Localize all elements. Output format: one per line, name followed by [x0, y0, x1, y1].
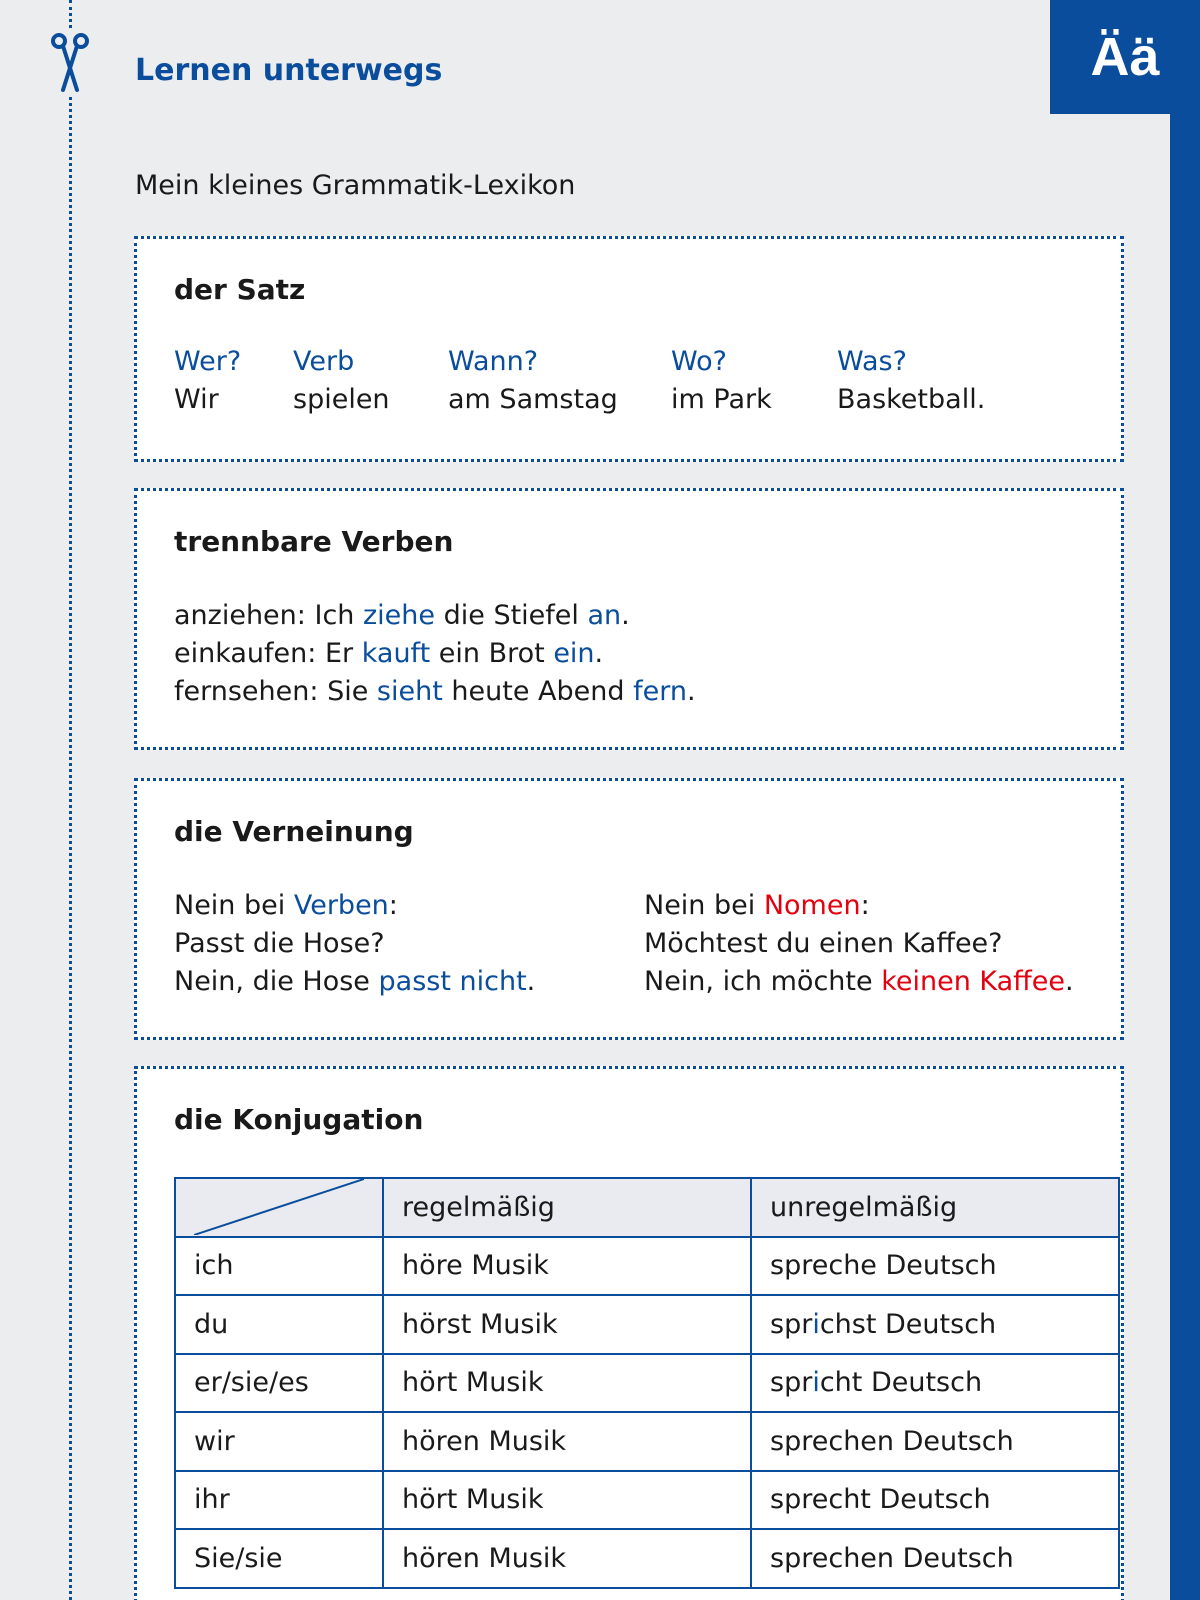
pronoun-cell: du — [175, 1295, 383, 1354]
text: cht Deutsch — [819, 1367, 983, 1399]
text: chen Deutsch — [828, 1425, 1014, 1457]
satz-column — [448, 343, 618, 419]
text: . — [526, 966, 536, 997]
text: : — [860, 890, 870, 921]
highlight: passt nicht — [378, 966, 527, 997]
object: die Stiefel — [443, 600, 579, 631]
page-subtitle: Mein kleines Grammatik-Lexikon — [135, 170, 576, 201]
subject: Er — [324, 638, 354, 669]
changed-vowel: i — [812, 1308, 820, 1340]
text: Nein, die Hose — [174, 966, 379, 997]
particle: fern — [633, 676, 687, 707]
highlight: Nomen — [763, 890, 861, 921]
satz-question: Was? — [837, 346, 907, 377]
satz-question: Wer? — [174, 346, 242, 377]
card-trennbare-verben — [134, 488, 1124, 750]
text: Nein, ich möchte — [644, 966, 882, 997]
card-verneinung — [134, 778, 1124, 1040]
satz-answer: Basketball. — [837, 384, 986, 415]
card-title: trennbare Verben — [174, 525, 454, 558]
verb-stem: kauft — [361, 638, 431, 669]
negation-question: Passt die Hose? — [174, 928, 385, 959]
negation-answer — [644, 963, 1074, 1001]
satz-answer: am Samstag — [448, 384, 618, 415]
table-header-row — [175, 1178, 1119, 1237]
text: chen Deutsch — [828, 1542, 1014, 1574]
text: cht Deutsch — [828, 1484, 991, 1516]
regular-cell: hörst Musik — [383, 1295, 751, 1354]
regular-cell: hören Musik — [383, 1529, 751, 1588]
example-line — [174, 635, 696, 673]
page-title: Lernen unterwegs — [135, 53, 443, 88]
satz-answer: spielen — [293, 384, 390, 415]
conjugation-table — [174, 1177, 1120, 1589]
pronoun-cell: ich — [175, 1237, 383, 1296]
irregular-cell — [751, 1529, 1119, 1588]
regular-cell: hört Musik — [383, 1471, 751, 1530]
vowel: e — [811, 1250, 829, 1282]
card-satz — [134, 236, 1124, 462]
table-row — [175, 1529, 1119, 1588]
negation-answer — [174, 963, 535, 1001]
text: Nein bei — [174, 890, 294, 921]
negation-nouns — [644, 887, 1074, 1001]
object: ein Brot — [438, 638, 545, 669]
irregular-cell — [751, 1237, 1119, 1296]
satz-question: Wann? — [448, 346, 539, 377]
punctuation: . — [686, 676, 696, 707]
table-row — [175, 1295, 1119, 1354]
text: spr — [770, 1250, 812, 1282]
satz-column — [837, 343, 985, 419]
punctuation: . — [594, 638, 604, 669]
card-title: der Satz — [174, 273, 306, 306]
negation-rule — [644, 887, 1074, 925]
example-list — [174, 597, 696, 711]
section-tab — [1050, 0, 1200, 114]
vowel: e — [811, 1425, 829, 1457]
column-header: regelmäßig — [383, 1178, 751, 1237]
text: che Deutsch — [828, 1250, 997, 1282]
example-line — [174, 673, 696, 711]
table-row — [175, 1412, 1119, 1471]
vowel: e — [811, 1542, 829, 1574]
particle: ein — [553, 638, 595, 669]
scissors-icon — [49, 30, 91, 96]
text: spr — [770, 1484, 812, 1516]
side-bar — [1170, 110, 1200, 1600]
highlight: keinen Kaffee — [881, 966, 1065, 997]
cut-line — [69, 0, 72, 1600]
pronoun-cell: er/sie/es — [175, 1354, 383, 1413]
regular-cell: hören Musik — [383, 1412, 751, 1471]
text: : — [388, 890, 398, 921]
table-row — [175, 1237, 1119, 1296]
irregular-cell — [751, 1295, 1119, 1354]
satz-question: Verb — [293, 346, 355, 377]
satz-answer: Wir — [174, 384, 219, 415]
card-title: die Verneinung — [174, 815, 414, 848]
verb-stem: ziehe — [363, 600, 436, 631]
negation-verbs — [174, 887, 535, 1001]
negation-question: Möchtest du einen Kaffee? — [644, 928, 1003, 959]
regular-cell: hört Musik — [383, 1354, 751, 1413]
verb-stem: sieht — [376, 676, 443, 707]
section-tab-label: Ää — [1090, 27, 1160, 87]
irregular-cell — [751, 1354, 1119, 1413]
satz-column — [293, 343, 390, 419]
text: Nein bei — [644, 890, 764, 921]
negation-rule — [174, 887, 535, 925]
satz-question: Wo? — [671, 346, 727, 377]
card-title: die Konjugation — [174, 1103, 424, 1136]
satz-answer: im Park — [671, 384, 772, 415]
text: spr — [770, 1367, 813, 1399]
text: chst Deutsch — [819, 1308, 997, 1340]
satz-column — [671, 343, 772, 419]
infinitive: anziehen: — [174, 600, 306, 631]
infinitive: fernsehen: — [174, 676, 319, 707]
text: spr — [770, 1308, 813, 1340]
particle: an — [587, 600, 622, 631]
subject: Sie — [327, 676, 369, 707]
satz-column — [174, 343, 241, 419]
punctuation: . — [621, 600, 630, 631]
regular-cell: höre Musik — [383, 1237, 751, 1296]
vowel: e — [811, 1484, 829, 1516]
diagonal-line — [194, 1179, 364, 1235]
card-konjugation — [134, 1066, 1124, 1600]
text: . — [1065, 966, 1074, 997]
table-row — [175, 1354, 1119, 1413]
pronoun-cell: ihr — [175, 1471, 383, 1530]
corner-cell — [175, 1178, 383, 1237]
pronoun-cell: Sie/sie — [175, 1529, 383, 1588]
highlight: Verben — [293, 890, 389, 921]
subject: Ich — [314, 600, 355, 631]
infinitive: einkaufen: — [174, 638, 317, 669]
object: heute Abend — [451, 676, 625, 707]
text: spr — [770, 1542, 812, 1574]
pronoun-cell: wir — [175, 1412, 383, 1471]
irregular-cell — [751, 1471, 1119, 1530]
column-header: unregelmäßig — [751, 1178, 1119, 1237]
table-row — [175, 1471, 1119, 1530]
changed-vowel: i — [812, 1367, 820, 1399]
text: spr — [770, 1425, 812, 1457]
example-line — [174, 597, 696, 635]
irregular-cell — [751, 1412, 1119, 1471]
